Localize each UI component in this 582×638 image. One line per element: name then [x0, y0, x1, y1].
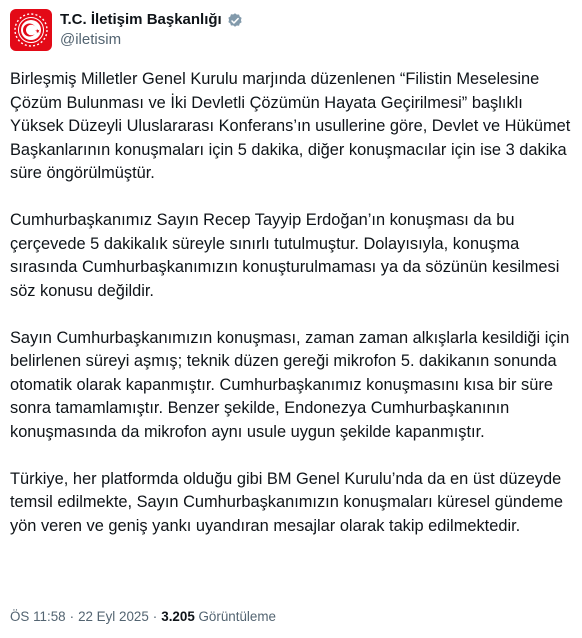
tweet-paragraph-3: Sayın Cumhurbaşkanımızın konuşması, zaman zaman alkışlarla kesildiği için belirlenen süreyi aşmış; teknik düzen gereği mikrofon 5. dakikanın sonunda otomatik olarak kapanmıştır. Cumhurbaşkanımız konuşmasını kısa bir süre sonra tamamlamıştır. Benzer şekilde, Endonezya Cumhurbaşkanının konuşmasında da mikrofon aynı usule uygun şekilde kapanmıştır. — [10, 328, 570, 441]
tweet-meta — [10, 608, 276, 626]
tweet-text — [10, 68, 576, 538]
tweet-header — [10, 8, 244, 52]
meta-separator: · — [152, 609, 158, 624]
verified-badge-icon[interactable] — [226, 11, 244, 29]
tweet-time[interactable]: ÖS 11:58 — [10, 609, 66, 624]
tweet-paragraph-4: Türkiye, her platformda olduğu gibi BM Genel Kurulu’nda da en üst düzeyde temsil edilmekte, Sayın Cumhurbaşkanımızın konuşmaları küresel gündeme yön veren ve geniş yankı uyandıran mesajlar olarak takip edilmektedir. — [10, 469, 563, 535]
account-handle[interactable]: @iletisim — [60, 31, 122, 48]
tweet-paragraph-1: Birleşmiş Milletler Genel Kurulu marjında düzenlenen “Filistin Meselesine Çözüm Bulunması ve İki Devletli Çözümün Hayata Geçirilmesi” başlıklı Yüksek Düzeyli Uluslararası Konferans’ın usullerine göre, Devlet ve Hükümet Başkanlarının konuşmaları için 5 dakika, diğer konuşmacılar için ise 3 dakika süre öngörülmüştür. — [10, 70, 571, 182]
tweet-date[interactable]: 22 Eyl 2025 — [78, 609, 149, 624]
account-names — [60, 10, 244, 50]
tweet-paragraph-2: Cumhurbaşkanımız Sayın Recep Tayyip Erdoğan’ın konuşması da bu çerçevede 5 dakikalık süreyle sınırlı tutulmuştur. Dolayısıyla, konuşma sırasında Cumhurbaşkanımızın konuşturulmaması ya da sözünün kesilmesi söz konusu değildir. — [10, 211, 560, 300]
name-row — [60, 10, 244, 30]
display-name[interactable]: T.C. İletişim Başkanlığı — [60, 11, 222, 28]
meta-separator: · — [69, 609, 75, 624]
crescent-star-seal-icon — [12, 11, 50, 49]
avatar[interactable] — [10, 9, 52, 51]
views-label: Görüntüleme — [198, 609, 276, 624]
views-count: 3.205 — [161, 609, 195, 624]
